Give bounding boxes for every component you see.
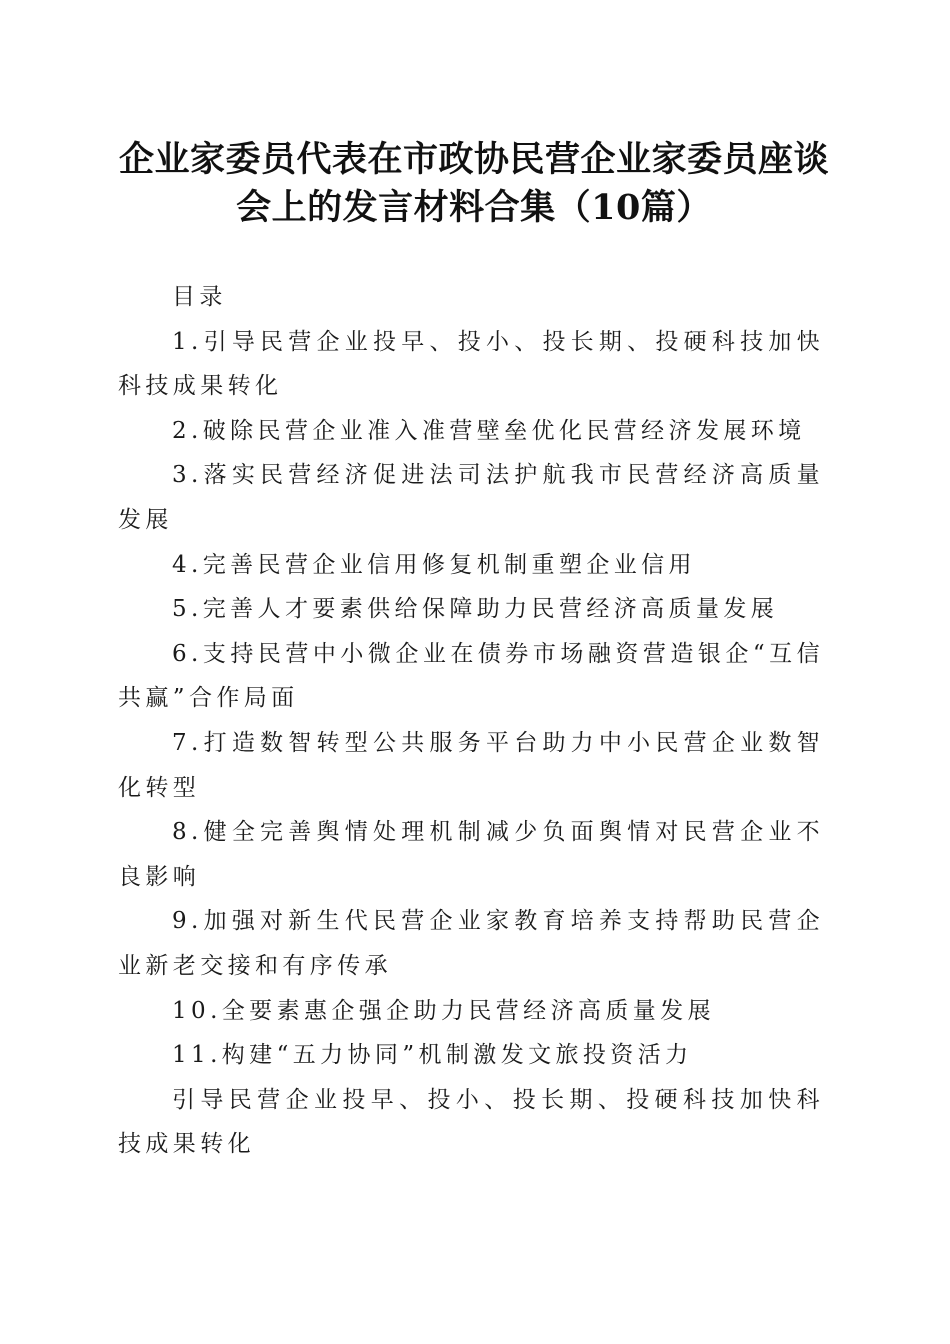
toc-item-3: 3.落实民营经济促进法司法护航我市民营经济高质量发展 <box>118 462 824 533</box>
toc-item-8: 8.健全完善舆情处理机制减少负面舆情对民营企业不良影响 <box>118 819 824 890</box>
title-line-1: 企业家委员代表在市政协民营企业家委员座谈 <box>118 139 829 180</box>
toc-item-4: 4.完善民营企业信用修复机制重塑企业信用 <box>172 551 696 578</box>
toc-item-9: 9.加强对新生代民营企业家教育培养支持帮助民营企业新老交接和有序传承 <box>118 908 824 979</box>
toc-label: 目录 <box>172 284 227 310</box>
toc-item-2: 2.破除民营企业准入准营壁垒优化民营经济发展环境 <box>172 417 806 444</box>
section-heading: 引导民营企业投早、投小、投长期、投硬科技加快科技成果转化 <box>118 1086 824 1158</box>
toc-item-11: 11.构建“五力协同”机制激发文旅投资活力 <box>172 1042 693 1069</box>
toc-item-7: 7.打造数智转型公共服务平台助力中小民营企业数智化转型 <box>118 729 824 801</box>
document-body <box>118 275 824 1167</box>
toc-item-10: 10.全要素惠企强企助力民营经济高质量发展 <box>172 997 715 1024</box>
title-line-2: 会上的发言材料合集（10篇） <box>236 187 712 228</box>
toc-item-5: 5.完善人才要素供给保障助力民营经济高质量发展 <box>172 596 779 623</box>
document-title <box>118 136 830 232</box>
toc-item-1: 1.引导民营企业投早、投小、投长期、投硬科技加快科技成果转化 <box>118 328 824 400</box>
toc-item-6: 6.支持民营中小微企业在债券市场融资营造银企“互信共赢”合作局面 <box>118 640 824 712</box>
